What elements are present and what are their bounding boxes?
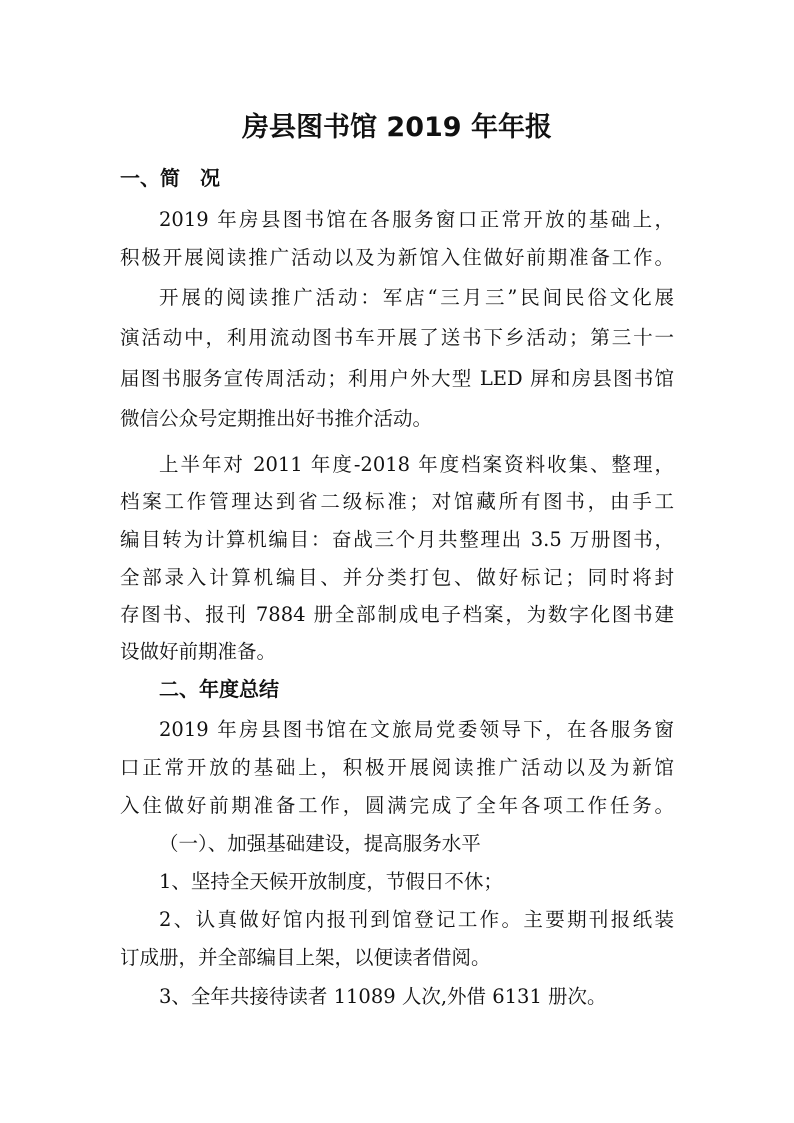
list-item: 3、全年共接待读者 11089 人次,外借 6131 册次。 (159, 985, 607, 1008)
section-heading-overview: 一、简 况 (120, 166, 220, 190)
section-heading-annual-summary: 二、年度总结 (159, 677, 279, 701)
paragraph-line: 全部录入计算机编目、并分类打包、做好标记；同时将封 (120, 566, 674, 589)
paragraph-line: 设做好前期准备。 (120, 640, 277, 663)
paragraph-line: 入住做好前期准备工作，圆满完成了全年各项工作任务。 (120, 794, 674, 817)
paragraph-line: 届图书服务宣传周活动；利用户外大型 LED 屏和房县图书馆 (120, 367, 674, 390)
paragraph-line: 档案工作管理达到省二级标准；对馆藏所有图书，由手工 (120, 490, 674, 513)
paragraph-line: 微信公众号定期推出好书推介活动。 (120, 407, 433, 430)
paragraph-line: 演活动中，利用流动图书车开展了送书下乡活动；第三十一 (120, 326, 674, 349)
paragraph-line: 积极开展阅读推广活动以及为新馆入住做好前期准备工作。 (120, 246, 674, 269)
paragraph-line: 2019 年房县图书馆在各服务窗口正常开放的基础上， (159, 208, 674, 231)
paragraph-line: 订成册，并全部编目上架，以便读者借阅。 (120, 946, 491, 969)
list-item: 2、认真做好馆内报刊到馆登记工作。主要期刊报纸装 (159, 908, 674, 931)
subsection-heading: （一）、加强基础建设，提高服务水平 (159, 832, 481, 855)
paragraph-line: 存图书、报刊 7884 册全部制成电子档案，为数字化图书建 (120, 603, 674, 626)
paragraph-line: 开展的阅读推广活动：军店“三月三”民间民俗文化展 (159, 286, 674, 309)
paragraph-line: 2019 年房县图书馆在文旅局党委领导下，在各服务窗 (159, 718, 674, 741)
document-title: 房县图书馆 2019 年年报 (242, 112, 552, 143)
paragraph-line: 口正常开放的基础上，积极开展阅读推广活动以及为新馆 (120, 756, 674, 779)
list-item: 1、坚持全天候开放制度，节假日不休； (159, 870, 503, 893)
paragraph-line: 上半年对 2011 年度-2018 年度档案资料收集、整理， (159, 453, 674, 476)
paragraph-line: 编目转为计算机编目：奋战三个月共整理出 3.5 万册图书， (120, 528, 674, 551)
